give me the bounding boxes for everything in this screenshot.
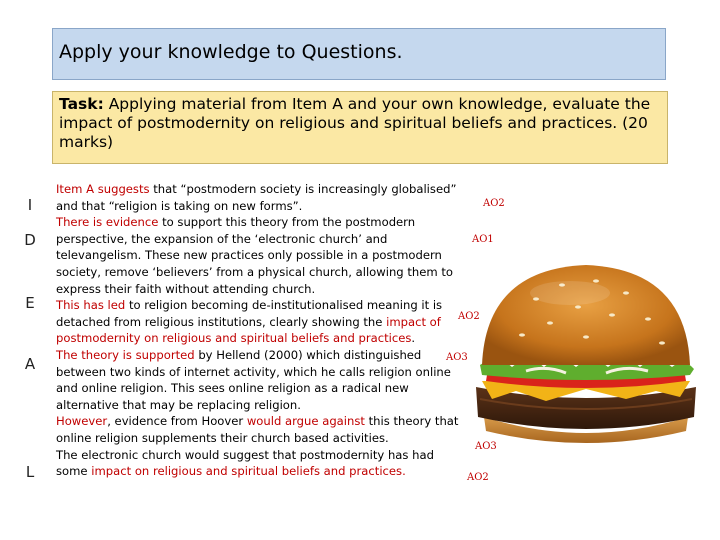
answer-line bbox=[56, 247, 486, 264]
text-segment: perspective, the expansion of the ‘electronic church’ and bbox=[56, 231, 388, 246]
text-segment: and online religion. This sees online religion as a radical new bbox=[56, 381, 409, 396]
text-segment: some bbox=[56, 464, 92, 479]
text-segment: by Hellend (2000) which distinguished bbox=[194, 347, 422, 362]
answer-line bbox=[56, 463, 486, 480]
task-text: Applying material from Item A and your own knowledge, evaluate the impact of postmodernity on religious and spiritual beliefs and practices. (20 marks) bbox=[59, 95, 651, 151]
margin-letter-a: A bbox=[24, 355, 36, 373]
text-segment: to religion becoming de-institutionalised meaning it is bbox=[125, 298, 443, 313]
highlighted-phrase: postmodernity on religious and spiritual beliefs and practices bbox=[56, 331, 412, 346]
answer-line bbox=[56, 397, 486, 414]
text-segment: and that “religion is taking on new forms”. bbox=[56, 198, 303, 213]
answer-line bbox=[56, 430, 486, 447]
answer-line bbox=[56, 297, 486, 314]
answer-text bbox=[56, 181, 486, 480]
margin-letter-i: I bbox=[27, 196, 33, 214]
ao-mark: AO3 bbox=[475, 441, 497, 452]
text-segment: detached from religious institutions, clearly showing the bbox=[56, 314, 387, 329]
answer-line bbox=[56, 281, 486, 298]
highlighted-phrase: impact on religious and spiritual beliefs and practices. bbox=[91, 464, 406, 479]
answer-line bbox=[56, 447, 486, 464]
margin-letter-e: E bbox=[25, 294, 35, 312]
ao-mark: AO2 bbox=[483, 198, 505, 209]
ao-mark: AO2 bbox=[458, 311, 480, 322]
text-segment: that “postmodern society is increasingly globalised” bbox=[149, 182, 457, 196]
ao-mark: AO3 bbox=[446, 352, 468, 363]
answer-line bbox=[56, 264, 486, 281]
answer-line bbox=[56, 181, 486, 198]
ao-mark: AO1 bbox=[472, 234, 494, 245]
text-segment: televangelism. These new practices only possible in a postmodern bbox=[56, 248, 442, 263]
text-segment: online religion supplements their church based activities. bbox=[56, 430, 389, 445]
task-label: Task: bbox=[59, 95, 104, 113]
text-segment: express their faith without attending church. bbox=[56, 281, 316, 296]
page-title: Apply your knowledge to Questions. bbox=[59, 41, 403, 63]
highlighted-phrase: Item A suggests bbox=[56, 182, 150, 196]
text-segment: . bbox=[411, 331, 416, 346]
margin-letter-d: D bbox=[24, 231, 36, 249]
text-segment: The electronic church would suggest that postmodernity has had bbox=[56, 447, 434, 462]
text-segment: alternative that may be replacing religion. bbox=[56, 397, 301, 412]
answer-line bbox=[56, 214, 486, 231]
answer-line bbox=[56, 413, 486, 430]
text-segment: this theory that bbox=[364, 414, 459, 429]
margin-letter-l: L bbox=[25, 463, 35, 481]
text-segment: , evidence from Hoover bbox=[107, 414, 247, 429]
answer-line bbox=[56, 314, 486, 331]
highlighted-phrase: impact of bbox=[386, 314, 441, 329]
answer-line bbox=[56, 347, 486, 364]
hamburger-image bbox=[466, 249, 706, 449]
text-segment: between two kinds of internet activity, which he calls religion online bbox=[56, 364, 451, 379]
highlighted-phrase: This has led bbox=[56, 298, 126, 313]
answer-line bbox=[56, 231, 486, 248]
text-segment: society, remove ‘believers’ from a physical church, allowing them to bbox=[56, 264, 454, 279]
task-box bbox=[52, 91, 668, 164]
highlighted-phrase: However bbox=[56, 414, 108, 429]
text-segment: to support this theory from the postmodern bbox=[158, 215, 416, 230]
highlighted-phrase: There is evidence bbox=[56, 215, 159, 230]
answer-line bbox=[56, 380, 486, 397]
answer-line bbox=[56, 330, 486, 347]
answer-line bbox=[56, 364, 486, 381]
highlighted-phrase: would argue against bbox=[246, 414, 365, 429]
title-banner bbox=[52, 28, 666, 80]
highlighted-phrase: The theory is supported bbox=[56, 347, 195, 362]
ao-mark: AO2 bbox=[467, 472, 489, 483]
answer-line bbox=[56, 198, 486, 215]
